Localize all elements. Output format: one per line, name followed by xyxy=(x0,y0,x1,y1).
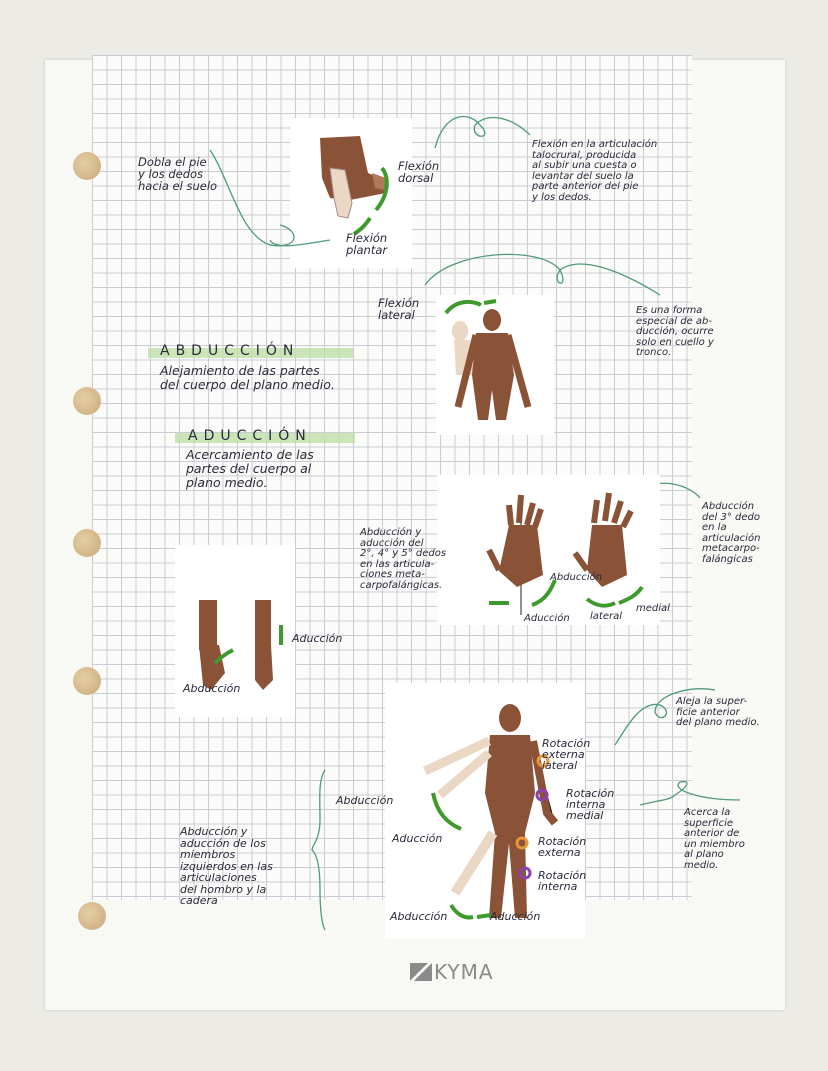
aduccion-definition: Acercamiento de las partes del cuerpo al plano medio. xyxy=(186,447,314,490)
fingers-illustration xyxy=(437,475,660,625)
acerca-note: Acerca la superficie anterior de un miembro al plano medio. xyxy=(684,807,745,871)
fingers-abduccion-label: Abducción xyxy=(550,572,603,583)
aleja-note: Aleja la super- ficie anterior del plano medio. xyxy=(676,696,760,728)
kyma-logo xyxy=(410,960,494,984)
body-rotation-drawing xyxy=(385,683,585,938)
fingers-lateral-label: lateral xyxy=(590,611,622,622)
rotacion-externa-label: Rotación externa xyxy=(538,835,587,859)
wrist-abduccion-label: Abducción xyxy=(183,682,241,695)
flexion-plantar-label: Flexión plantar xyxy=(346,231,388,257)
kyma-brand-text: KYMA xyxy=(434,960,494,984)
rotacion-externa-lateral-label: Rotación externa lateral xyxy=(542,737,591,772)
fingers-medial-label: medial xyxy=(636,603,670,614)
aduccion-title: ADUCCIÓN xyxy=(188,428,312,444)
abduccion-title: ABDUCCIÓN xyxy=(160,343,300,359)
trunk-flexion-drawing xyxy=(436,295,554,435)
fingers-right-note: Abducción del 3° dedo en la articulación metacarpo- falángicas xyxy=(702,501,761,565)
foot-dorsal-note: Flexión en la articulación talocrural, producida al subir una cuesta o levantar del suelo la parte anterior del pie y los dedos. xyxy=(532,139,658,203)
leg-aduccion-label: Aducción xyxy=(490,910,541,923)
fingers-drawing xyxy=(437,475,660,625)
flexion-lateral-note: Es una forma especial de ab- ducción, ocurre solo en cuello y tronco. xyxy=(636,305,714,358)
flexion-dorsal-label: Flexión dorsal xyxy=(398,159,440,185)
leg-abduccion-label: Abducción xyxy=(390,910,448,923)
fingers-left-note: Abducción y aducción del 2°, 4° y 5° dedos en las articula- ciones meta- carpofalángicas. xyxy=(360,527,447,591)
wrist-aduccion-label: Aducción xyxy=(292,632,343,645)
body-rotation-illustration xyxy=(385,683,585,938)
fingers-aduccion-label: Aducción xyxy=(524,613,570,624)
foot-plantar-note: Dobla el pie y los dedos hacia el suelo xyxy=(138,155,218,193)
flexion-lateral-label: Flexión lateral xyxy=(378,296,420,322)
trunk-flexion-illustration xyxy=(436,295,554,435)
kyma-mark-icon xyxy=(410,963,432,981)
rotacion-interna-medial-label: Rotación interna medial xyxy=(566,787,615,822)
arm-abduccion-label: Abducción xyxy=(336,794,394,807)
abduccion-definition: Alejamiento de las partes del cuerpo del plano medio. xyxy=(160,363,335,392)
arm-aduccion-label: Aducción xyxy=(392,832,443,845)
rotacion-interna-label: Rotación interna xyxy=(538,869,587,893)
limbs-note: Abducción y aducción de los miembros izquierdos en las articulaciones del hombro y la cadera xyxy=(180,825,273,907)
